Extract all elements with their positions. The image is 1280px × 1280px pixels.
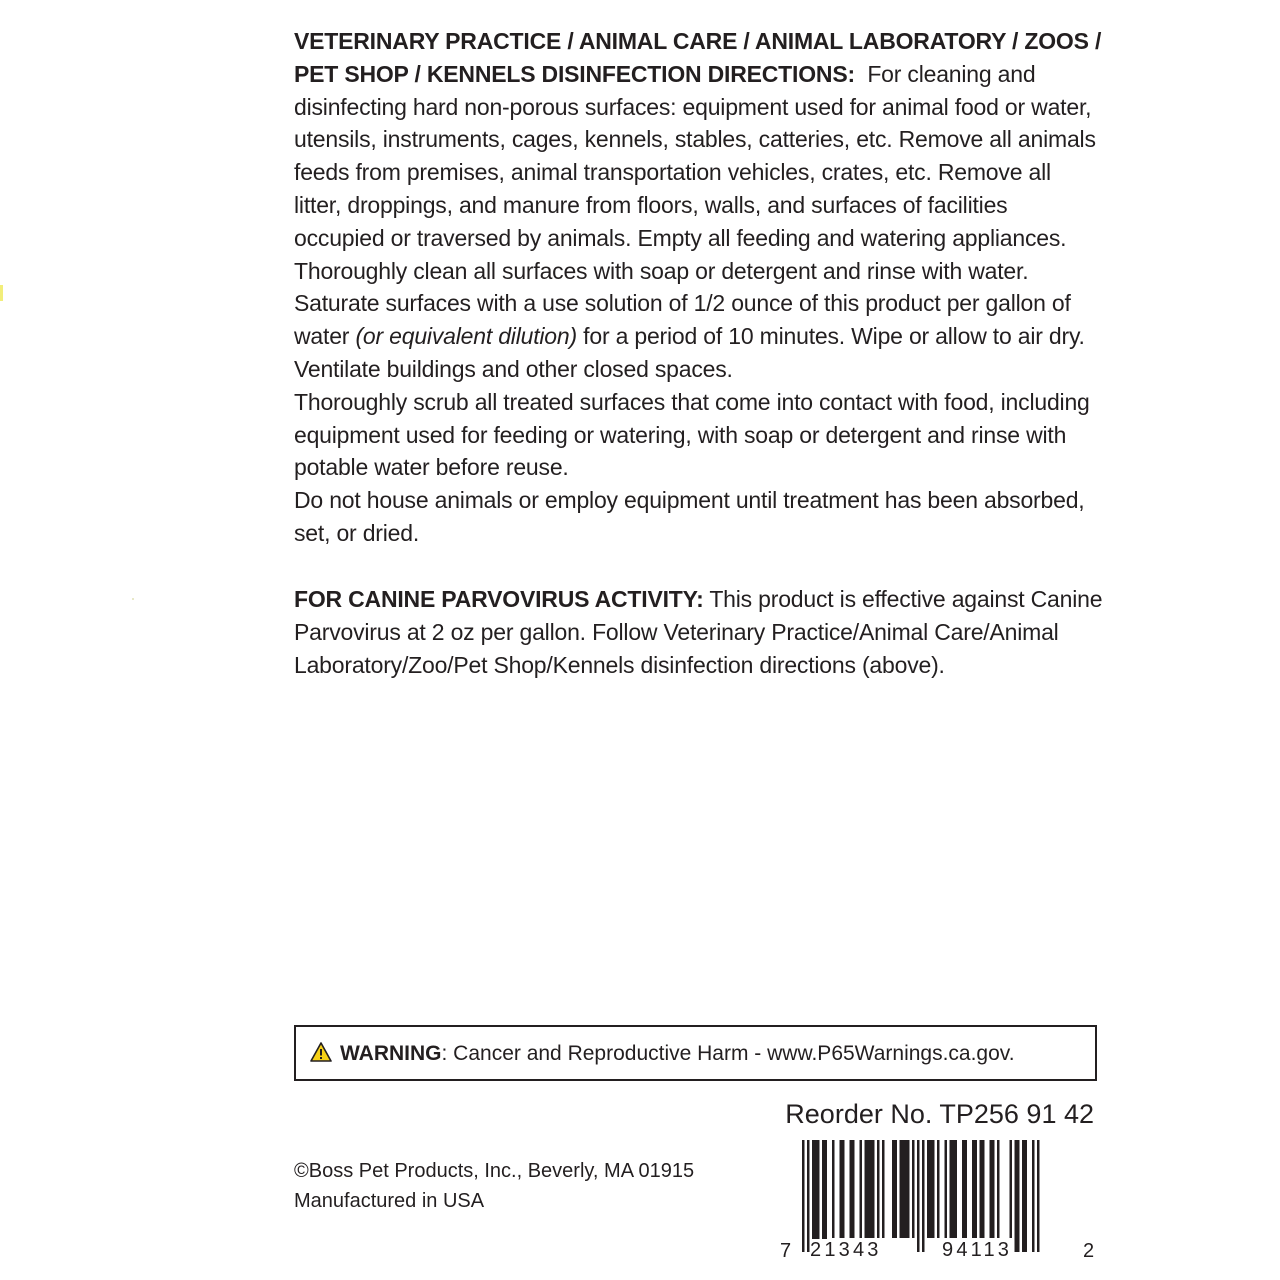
barcode-bar [825, 1140, 828, 1252]
barcode-bar [922, 1140, 925, 1252]
barcode-bar [997, 1140, 1000, 1238]
barcode-bar [840, 1140, 843, 1238]
barcode-bar [982, 1140, 985, 1238]
warning-triangle-icon [310, 1042, 332, 1069]
barcode-bar [872, 1140, 875, 1238]
barcode-bar [930, 1140, 933, 1238]
warning-line [310, 1041, 1015, 1069]
edge-speck [132, 598, 134, 600]
directions-paragraph-1 [294, 25, 1104, 386]
parvo-heading: FOR CANINE PARVOVIRUS ACTIVITY: [294, 586, 704, 612]
barcode-bar [972, 1140, 975, 1238]
barcode-bar [950, 1140, 953, 1238]
barcode-bar [865, 1140, 868, 1238]
barcode-bar [980, 1140, 983, 1238]
company-copyright: ©Boss Pet Products, Inc., Beverly, MA 01915 [294, 1160, 695, 1182]
prop65-warning-box [294, 1025, 1097, 1081]
barcode-bar [1015, 1140, 1018, 1252]
barcode-bar [952, 1140, 955, 1238]
barcode-bar [877, 1140, 880, 1238]
disinfection-directions [294, 25, 1104, 550]
barcode-bar [992, 1140, 995, 1238]
company-info [294, 1156, 694, 1216]
barcode-bar [962, 1140, 965, 1238]
barcode-bar [860, 1140, 863, 1238]
warning-label: WARNING [340, 1042, 442, 1065]
parvovirus-section [294, 583, 1104, 681]
barcode-bar [912, 1140, 915, 1238]
barcode-bar [807, 1140, 810, 1252]
barcode-bar [902, 1140, 905, 1238]
barcode-bar [850, 1140, 853, 1238]
warning-text: : Cancer and Reproductive Harm - www.P65Warnings.ca.gov. [441, 1042, 1015, 1065]
barcode-bar [892, 1140, 895, 1238]
barcode-bar [917, 1140, 920, 1252]
barcode-bar [955, 1140, 958, 1238]
barcode-bar [932, 1140, 935, 1238]
barcode-bar [815, 1140, 818, 1252]
barcode-bar [990, 1140, 993, 1238]
barcode-bar [895, 1140, 898, 1238]
barcode-bar [802, 1140, 805, 1252]
barcode-bar [927, 1140, 930, 1238]
barcode-bar [1022, 1140, 1025, 1252]
upc-barcode [780, 1140, 1100, 1265]
barcode-bar [905, 1140, 908, 1238]
barcode-bar [975, 1140, 978, 1238]
barcode-bar [1025, 1140, 1028, 1252]
barcode-bar [852, 1140, 855, 1238]
barcode-left-digits: 21343 [810, 1239, 882, 1261]
barcode-bar [882, 1140, 885, 1238]
barcode-bar [870, 1140, 873, 1238]
barcode-last-digit: 2 [1083, 1240, 1095, 1262]
directions-paragraph-2: Thoroughly scrub all treated surfaces that come into contact with food, including equipment used for feeding or watering, with soap or detergent and rinse with potable water before reuse. [294, 388, 1090, 481]
barcode-bar [812, 1140, 815, 1252]
barcode-bar [1010, 1140, 1013, 1238]
barcode-bar [965, 1140, 968, 1238]
barcode-bar [817, 1140, 820, 1252]
barcode-bar [832, 1140, 835, 1238]
reorder-number: Reorder No. TP256 91 42 [785, 1099, 1094, 1129]
directions-text-b: for a period of 10 minutes. Wipe or allow to air dry. Ventilate buildings and other closed spaces. [294, 323, 1085, 382]
edge-color-mark [0, 285, 3, 301]
directions-heading: VETERINARY PRACTICE / ANIMAL CARE / ANIMAL LABORATORY / ZOOS / PET SHOP / KENNELS DISINFECTION DIRECTIONS: [294, 28, 1102, 87]
barcode-bar [1037, 1140, 1040, 1252]
parvo-text: This product is effective against Canine Parvovirus at 2 oz per gallon. Follow Veterinary Practice/Animal Care/Animal Laboratory/Zoo/Pet Shop/Kennels disinfection directions (above). [294, 586, 1103, 678]
made-in-usa: Manufactured in USA [294, 1190, 485, 1212]
barcode-right-digits: 94113 [942, 1239, 1013, 1261]
barcode-bar [1017, 1140, 1020, 1252]
barcode-bar [907, 1140, 910, 1238]
barcode-bar [945, 1140, 948, 1238]
barcode-bar [937, 1140, 940, 1238]
barcode-bar [867, 1140, 870, 1238]
barcode-bar [842, 1140, 845, 1238]
barcode-bar [822, 1140, 825, 1252]
barcode-bars [780, 1140, 1100, 1255]
directions-paragraph-3: Do not house animals or employ equipment until treatment has been absorbed, set, or dried. [294, 487, 1085, 546]
directions-dilution-note: (or equivalent dilution) [355, 323, 577, 350]
barcode-bar [900, 1140, 903, 1238]
barcode-first-digit: 7 [780, 1240, 792, 1262]
parvo-paragraph [294, 583, 1104, 681]
barcode-bar [1032, 1140, 1035, 1252]
directions-text-a: For cleaning and disinfecting hard non-porous surfaces: equipment used for animal food or water, utensils, instruments, cages, kennels, stables, catteries, etc. Remove all animals feeds from premises, animal transportation vehicles, crates, etc. Remove all litter, droppings, and manure from floors, walls, and surfaces of facilities occupied or traversed by animals. Empty all feeding and watering appliances. Thoroughly clean all surfaces with soap or detergent and rinse with water. Saturate surfaces with a use solution of 1/2 ounce of this product per gallon of water [294, 60, 1096, 350]
